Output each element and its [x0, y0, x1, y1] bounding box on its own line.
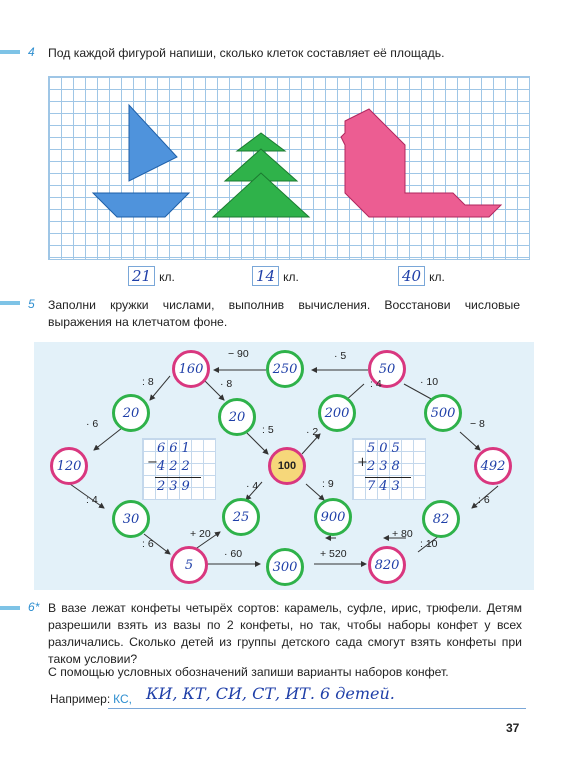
example-label: Например:	[50, 692, 111, 706]
op-times-2: · 2	[306, 426, 319, 438]
op-minus-90: − 90	[228, 348, 249, 360]
calculation-diagram	[34, 342, 534, 590]
calc-row[interactable]: 505	[367, 441, 404, 456]
calc-row[interactable]: 743	[367, 479, 404, 494]
handwritten-answer[interactable]: КИ, КТ, СИ, СТ, ИТ. 6 детей.	[146, 684, 395, 703]
node-100[interactable]: 100	[268, 447, 306, 485]
sail-shape	[129, 105, 177, 181]
calc-row[interactable]: 422	[157, 459, 194, 474]
node-82[interactable]: 82	[422, 500, 460, 538]
op-plus-80: + 80	[392, 528, 413, 540]
op-times-6: · 6	[86, 418, 99, 430]
node-25[interactable]: 25	[222, 498, 260, 536]
calc-row[interactable]: 239	[157, 479, 194, 494]
op-div-5: : 5	[262, 424, 274, 436]
shape-grid	[48, 76, 530, 260]
answer-line	[108, 708, 526, 709]
calc-right	[352, 438, 426, 500]
tree-top	[237, 133, 285, 151]
calc-sign: +	[357, 455, 368, 470]
calc-row[interactable]: 238	[367, 459, 404, 474]
node-492[interactable]: 492	[474, 447, 512, 485]
op-times-5: · 5	[334, 350, 347, 362]
answer-unit: кл.	[429, 270, 445, 284]
op-plus-520: + 520	[320, 548, 347, 560]
op-times-4: · 4	[246, 480, 259, 492]
node-120[interactable]: 120	[50, 447, 88, 485]
duck-shape	[341, 109, 501, 217]
op-times-60: · 60	[224, 548, 243, 560]
task-text: Заполни кружки числами, выполнив вычисления. Восстанови числовые выражения на клетчатом фоне.	[48, 298, 520, 329]
op-plus-20: + 20	[190, 528, 211, 540]
answer-unit: кл.	[159, 270, 175, 284]
op-div-4-top: : 4	[370, 378, 382, 390]
node-300[interactable]: 300	[266, 548, 304, 586]
op-times-8: · 8	[220, 378, 233, 390]
task-marker	[0, 606, 20, 610]
node-200[interactable]: 200	[318, 394, 356, 432]
task-text: В вазе лежат конфеты четырёх сортов: карамель, суфле, ирис, трюфели. Детям разрешили взять из вазы по 2 конфеты, но так, чтобы наборы конфет у всех различались. Сколько детей из группы детского сада смогут взять конфеты при таком условии?	[48, 601, 522, 666]
example-line	[50, 692, 132, 706]
calc-sign: −	[147, 455, 158, 470]
calc-row[interactable]: 661	[157, 441, 194, 456]
task-marker	[0, 301, 20, 305]
task-star: *	[34, 600, 40, 614]
node-5[interactable]: 5	[170, 546, 208, 584]
task-marker	[0, 50, 20, 54]
op-div-6-right: : 6	[478, 494, 490, 506]
node-30[interactable]: 30	[112, 500, 150, 538]
node-20-left[interactable]: 20	[112, 394, 150, 432]
op-div-9: : 9	[322, 478, 334, 490]
example-kc: КС,	[113, 692, 133, 706]
task-text: Под каждой фигурой напиши, сколько клеток составляет её площадь.	[48, 46, 445, 60]
hull-shape	[93, 193, 189, 217]
calc-left	[142, 438, 216, 500]
answer-value[interactable]: 14	[252, 266, 279, 286]
answer-value[interactable]: 21	[128, 266, 155, 286]
page-number: 37	[506, 721, 520, 735]
task-number-digit: 6	[28, 600, 35, 614]
node-160[interactable]: 160	[172, 350, 210, 388]
task-number: 4	[28, 45, 35, 59]
task-text-2: С помощью условных обозначений запиши варианты наборов конфет.	[48, 665, 449, 679]
answer-1	[128, 266, 175, 286]
answer-value[interactable]: 40	[398, 266, 425, 286]
op-div-4-left: : 4	[86, 494, 98, 506]
node-820[interactable]: 820	[368, 546, 406, 584]
task-number	[28, 600, 39, 614]
op-div-8: : 8	[142, 376, 154, 388]
answer-unit: кл.	[283, 270, 299, 284]
calc-divider	[365, 477, 411, 478]
node-500[interactable]: 500	[424, 394, 462, 432]
node-20-right[interactable]: 20	[218, 398, 256, 436]
op-div-6-left: : 6	[142, 538, 154, 550]
calc-divider	[155, 477, 201, 478]
node-50[interactable]: 50	[368, 350, 406, 388]
node-900[interactable]: 900	[314, 498, 352, 536]
op-times-10-top: · 10	[420, 376, 439, 388]
node-250[interactable]: 250	[266, 350, 304, 388]
answer-3	[398, 266, 445, 286]
task-number: 5	[28, 297, 35, 311]
op-minus-8: − 8	[470, 418, 485, 430]
answer-2	[252, 266, 299, 286]
shapes-figure	[49, 77, 529, 259]
op-div-10: : 10	[420, 538, 438, 550]
